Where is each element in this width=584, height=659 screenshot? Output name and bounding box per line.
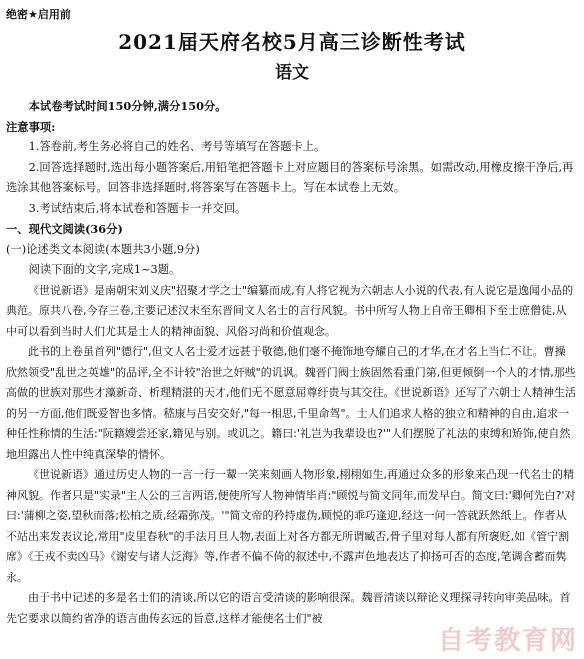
passage-paragraph: 由于书中记述的多是名士们的清谈,所以它的语言受清谈的影响很深。魏晋清谈以辩论义理探寻转向审美品味。首先它要求以简约省净的语言曲传玄远的旨意,这样才能使名士们"被 xyxy=(6,591,571,625)
notice-item: 1.答卷前,考生务必将自己的姓名、考号等填写在答题卡上。 xyxy=(28,140,326,153)
reading-instruction: 阅读下面的文字,完成1~3题。 xyxy=(28,263,181,276)
passage-paragraph: 此书的上卷虽首列"德行",但文人名士爱才远甚于敬德,他们毫不掩饰地夸耀自己的才华,在才名上当仁不让。曹操欣然领受"乱世之英雄"的品评,全不计较"治世之奸贼"的讥讽。魏晋门阀士族固然看重门第,但更倾倒一个人的才情,那些高做的世族对那些才藻新奇、析理精湛的天才,他们无不愿意屈尊纡贵与其交往。《世说新语》还写了六朝士人精神生活的另一方面,他们既爱智也多情。嵇康与吕安交好,"每一相思,千里命驾"。士人们追求人格的独立和精神的自由,追求一种任性称情的生活:"阮籍嫂尝还家,籍见与别。或讥之。籍曰:'礼岂为我辈设也?'"人们摆脱了礼法的束缚和矫饰,使自然地坦露出人性中纯真深挚的情怀。 xyxy=(6,345,576,461)
exam-title: 2021届天府名校5月高三诊断性考试 xyxy=(118,30,466,54)
notice-item: 2.回答选择题时,选出每小题答案后,用铅笔把答题卡上对应题目的答案标号涂黑。如需改动,用橡皮擦干净后,再选涂其他答案标号。回答非选择题时,将答案写在答题卡上。写在本试卷上无效。 xyxy=(6,160,574,194)
passage-paragraph: 《世说新语》是南朝宋刘义庆"招聚才学之士"编纂而成,有人将它视为六朝志人小说的代表,有人说它是逸闻小品的典范。原共八卷,今存三卷,主要记述汉末至东晋间文人名士的言行风貌。书中所写人物上自帝王卿相下至士庶僧徒,从中可以看到当时人们尤其是士人的精神面貌、风俗习尚和价值观念。 xyxy=(6,283,574,338)
subject-title: 语文 xyxy=(275,63,309,83)
subsection-heading: (一)论述类文本阅读(本题共3小题,9分) xyxy=(6,242,200,256)
passage-paragraph: 《世说新语》通过历史人物的一言一行一颦一笑来刻画人物形象,栩栩如生,再通过众多的形象来凸现一代名士的精神风貌。作者只是"实录"主人公的三言两语,便使所写人物神情毕肖:"顾悦与简文同年,而发早白。简文曰:'卿何先白?'对曰:'蒲柳之姿,望秋而落;松柏之质,经霜弥茂。'"简文帝的矜持虚伪,顾悦的乖巧逢迎,经这一问一答就跃然纸上。作者从不站出来发表议论,常用"皮里春秋"的手法月旦人物,表面上对各方都无所谓臧否,骨子里对每人都有所褒贬,如《管宁割席》《王戎不卖凶马》《谢安与诸人泛海》等,作者不偏不倚的叙述中,不露声色地表达了抑扬可否的态度,笔调含蓄而隽永。 xyxy=(6,468,576,584)
section-heading: 一、现代文阅读(36分) xyxy=(6,222,123,236)
notice-heading: 注意事项: xyxy=(6,119,56,134)
notice-item: 3.考试结束后,将本试卷和答题卡一并交回。 xyxy=(28,201,247,215)
exam-body xyxy=(6,96,576,629)
exam-info: 本试卷考试时间150分钟,满分150分。 xyxy=(28,99,227,113)
confidential-label: 绝密★启用前 xyxy=(6,8,71,21)
watermark-logo: 自考教育网 xyxy=(437,626,578,656)
